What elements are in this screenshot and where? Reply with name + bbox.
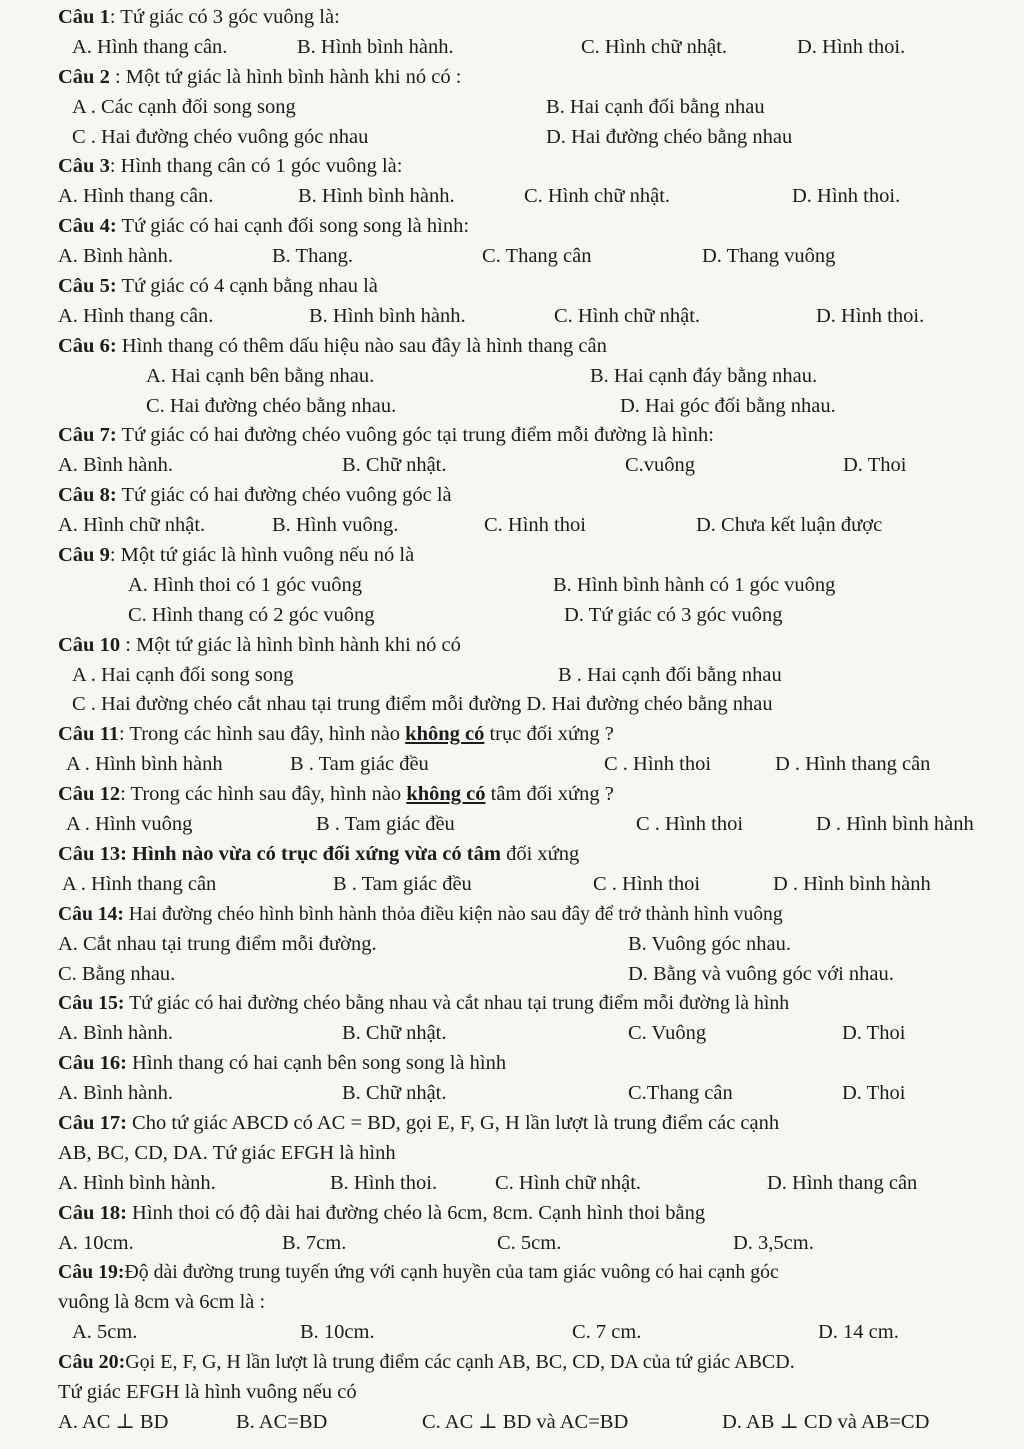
question-text: Trong các hình sau đây, hình nào	[130, 783, 407, 806]
question-label: Câu 17:	[58, 1111, 127, 1134]
question-label: Câu 13:	[58, 842, 127, 865]
option-b: B. AC=BD	[236, 1410, 328, 1433]
options-row	[58, 750, 1008, 780]
question-separator: :	[109, 6, 121, 28]
option-a: A. Hình chữ nhật.	[58, 514, 206, 537]
question-8	[58, 481, 1008, 511]
option-b: B. Chữ nhật.	[342, 1082, 447, 1105]
option-d: D. AB ⊥ CD và AB=CD	[722, 1410, 930, 1433]
option-b: B. Hình thoi.	[330, 1171, 438, 1194]
option-b: B. 10cm.	[300, 1321, 375, 1344]
option-a: A . Hình thang cân	[62, 872, 217, 895]
options-row	[58, 571, 1008, 601]
question-20-continued	[58, 1378, 1008, 1408]
option-c: C. Hình thoi	[484, 514, 586, 537]
question-label: Câu 4:	[58, 215, 117, 238]
option-b: B. Hình bình hành.	[298, 185, 455, 208]
option-d: D. Thoi	[843, 454, 907, 477]
option-d: D. Thoi	[842, 1022, 906, 1045]
option-b: B . Tam giác đều	[333, 872, 472, 895]
question-18	[58, 1199, 1008, 1229]
question-label: Câu 8:	[58, 484, 117, 507]
question-17	[58, 1109, 1008, 1139]
option-d: D. Chưa kết luận được	[696, 514, 883, 537]
option-c: C. Vuông	[628, 1022, 707, 1045]
option-c: C. 7 cm.	[572, 1321, 642, 1344]
question-separator: :	[118, 723, 130, 746]
options-row	[58, 601, 1008, 631]
question-label: Câu 15:	[58, 992, 125, 1015]
option-c: C. Hình thang có 2 góc vuông	[128, 603, 375, 626]
option-d: D. 3,5cm.	[733, 1231, 814, 1254]
option-a: A . Các cạnh đối song song	[72, 95, 296, 118]
question-label: Câu 5:	[58, 275, 117, 298]
option-a: A. Hình thang cân.	[58, 304, 214, 327]
question-text: Tứ giác có hai đường chéo bằng nhau và cắt nhau tại trung điểm mỗi đường là hình	[129, 992, 790, 1015]
question-label: Câu 10	[58, 633, 121, 656]
option-a: A . Hình bình hành	[66, 753, 223, 776]
option-d: D . Hình bình hành	[773, 872, 931, 895]
question-7	[58, 421, 1008, 451]
options-row	[58, 392, 1008, 422]
question-text: Hai đường chéo hình bình hành thỏa điều kiện nào sau đây để trở thành hình vuông	[128, 903, 783, 925]
question-text: đối xứng	[500, 842, 580, 865]
question-5	[58, 272, 1008, 302]
option-a: A. Bình hành.	[58, 454, 174, 477]
question-9	[58, 541, 1008, 571]
option-d: D. Thang vuông	[702, 245, 836, 268]
option-b: B. Chữ nhật.	[342, 454, 447, 477]
question-separator: :	[120, 633, 137, 656]
option-a: A. 5cm.	[72, 1321, 138, 1344]
options-row	[58, 123, 1008, 153]
question-text: Tứ giác có 4 cạnh bằng nhau là	[121, 275, 378, 298]
option-c: C. Thang cân	[482, 245, 592, 268]
option-c: C. Hình chữ nhật.	[581, 35, 728, 58]
option-c: C . Hình thoi	[636, 813, 744, 836]
question-label: Câu 3	[58, 155, 110, 178]
question-4	[58, 212, 1008, 242]
option-b: B. Hình vuông.	[272, 514, 399, 537]
question-label: Câu 20:	[58, 1351, 126, 1374]
option-b: B. Hình bình hành.	[309, 304, 466, 327]
option-b: B. Vuông góc nhau.	[628, 932, 791, 955]
question-text: Một tứ giác là hình bình hành khi nó có	[136, 633, 461, 656]
question-20	[58, 1348, 1008, 1378]
question-separator: :	[109, 544, 121, 567]
option-a: A. 10cm.	[58, 1231, 134, 1254]
question-12	[58, 780, 1008, 810]
options-row	[58, 1019, 1008, 1049]
options-row	[58, 690, 1008, 720]
option-c: C. Hai đường chéo bằng nhau.	[146, 394, 397, 417]
question-label: Câu 6:	[58, 334, 117, 357]
option-c: C. Hình chữ nhật.	[524, 185, 671, 208]
question-text: Tứ giác có hai cạnh đối song song là hình:	[121, 215, 470, 238]
options-row	[58, 960, 1008, 990]
option-a: A. Hình thang cân.	[58, 185, 214, 208]
option-c: C . Hai đường chéo vuông góc nhau	[72, 125, 369, 148]
question-label: Câu 12	[58, 783, 121, 806]
option-c: C. Bằng nhau.	[58, 962, 176, 985]
option-d: D. Hai đường chéo bằng nhau	[546, 125, 793, 148]
option-b: B . Tam giác đều	[316, 813, 455, 836]
options-row	[58, 511, 1008, 541]
option-b: B. 7cm.	[282, 1231, 347, 1254]
option-b: B. Hình bình hành.	[297, 35, 454, 58]
option-b: B. Hình bình hành có 1 góc vuông	[553, 573, 836, 596]
question-text: Tứ giác có hai đường chéo vuông góc là	[121, 484, 452, 507]
option-d: D . Hình thang cân	[775, 753, 931, 776]
option-d: D. Tứ giác có 3 góc vuông	[564, 603, 783, 626]
question-text: Tứ giác có 3 góc vuông là:	[120, 6, 340, 28]
option-c: C. 5cm.	[497, 1231, 562, 1254]
question-2	[58, 63, 1008, 93]
option-d: D. Hai góc đối bằng nhau.	[620, 394, 836, 417]
emphasis-text: không có	[406, 783, 486, 806]
option-b: B . Tam giác đều	[290, 753, 429, 776]
emphasis-text: vừa có trục đối xứng vừa có tâm	[218, 842, 501, 865]
question-text: Hình thang có thêm dấu hiệu nào sau đây là hình thang cân	[121, 334, 607, 357]
question-label: Câu 18:	[58, 1201, 127, 1224]
question-text: Độ dài đường trung tuyến ứng với cạnh huyền của tam giác vuông có hai cạnh góc	[124, 1261, 779, 1284]
question-19-continued	[58, 1288, 1008, 1318]
options-row	[58, 362, 1008, 392]
question-11	[58, 720, 1008, 750]
question-text: Một tứ giác là hình bình hành khi nó có :	[125, 65, 462, 88]
option-a: A. Hình thang cân.	[72, 35, 228, 58]
option-c: C.Thang cân	[628, 1082, 733, 1105]
option-d: D . Hình bình hành	[816, 813, 974, 836]
question-label: Câu 16:	[58, 1052, 127, 1075]
option-d: D. Hình thoi.	[816, 304, 925, 327]
question-label: Câu 14:	[58, 903, 124, 925]
question-text: Hình nào	[132, 842, 219, 865]
option-b: B. Chữ nhật.	[342, 1022, 447, 1045]
options-row	[58, 810, 1008, 840]
option-c: C . Hình thoi	[604, 753, 712, 776]
emphasis-text: không có	[405, 723, 485, 746]
question-16	[58, 1049, 1008, 1079]
options-row	[58, 93, 1008, 123]
question-text: Trong các hình sau đây, hình nào	[129, 723, 406, 746]
option-c: C. AC ⊥ BD và AC=BD	[422, 1410, 629, 1433]
options-row	[58, 182, 1008, 212]
question-separator: :	[120, 783, 131, 806]
options-row	[58, 33, 1008, 63]
options-row	[58, 1079, 1008, 1109]
question-label: Câu 9	[58, 544, 110, 567]
option-a: A. Bình hành.	[58, 1082, 174, 1105]
option-a: A. Bình hành.	[58, 1022, 174, 1045]
question-3	[58, 152, 1008, 182]
options-row	[58, 870, 1008, 900]
option-c: C.vuông	[625, 454, 696, 477]
options-row	[58, 242, 1008, 272]
question-1	[58, 3, 1008, 33]
question-separator: :	[109, 155, 121, 178]
question-text: vuông là 8cm và 6cm là :	[58, 1291, 266, 1314]
option-a: A. Bình hành.	[58, 245, 174, 268]
options-row	[58, 930, 1008, 960]
question-text: Một tứ giác là hình vuông nếu nó là	[120, 544, 415, 567]
question-label: Câu 19:	[58, 1261, 125, 1284]
options-row	[58, 302, 1008, 332]
option-b: B. Hai cạnh đáy bằng nhau.	[590, 364, 818, 387]
option-a: A . Hai cạnh đối song song	[72, 663, 294, 686]
question-text: Tứ giác có hai đường chéo vuông góc tại trung điểm mỗi đường là hình:	[121, 424, 714, 447]
question-text: Hình thang cân có 1 góc vuông là:	[120, 155, 403, 178]
option-d: D. Thoi	[842, 1082, 906, 1105]
question-separator: :	[109, 65, 126, 88]
options-row	[58, 1318, 1008, 1348]
option-a: A. Hình bình hành.	[58, 1171, 216, 1194]
option-b: B. Hai cạnh đối bằng nhau	[546, 95, 765, 118]
question-15	[58, 989, 1008, 1019]
option-b: B . Hai cạnh đối bằng nhau	[558, 663, 782, 686]
option-d: D. 14 cm.	[818, 1321, 899, 1344]
question-label: Câu 7:	[58, 424, 117, 447]
question-6	[58, 332, 1008, 362]
option-a: A. Cắt nhau tại trung điểm mỗi đường.	[58, 932, 377, 955]
option-a: A. Hai cạnh bên bằng nhau.	[146, 364, 375, 387]
option-a: A . Hình vuông	[66, 813, 193, 836]
option-d: D. Hình thoi.	[797, 35, 906, 58]
options-row	[58, 661, 1008, 691]
question-label: Câu 1	[58, 6, 110, 28]
option-c: C. Hình chữ nhật.	[495, 1171, 642, 1194]
option-c-d: C . Hai đường chéo cắt nhau tại trung điểm mỗi đường D. Hai đường chéo bằng nhau	[72, 693, 773, 716]
question-text: AB, BC, CD, DA. Tứ giác EFGH là hình	[58, 1141, 396, 1164]
option-d: D. Bằng và vuông góc với nhau.	[628, 962, 894, 985]
options-row	[58, 451, 1008, 481]
question-10	[58, 631, 1008, 661]
option-d: D. Hình thang cân	[767, 1171, 918, 1194]
question-text: Hình thoi có độ dài hai đường chéo là 6cm, 8cm. Cạnh hình thoi bằng	[132, 1201, 706, 1224]
option-a: A. AC ⊥ BD	[58, 1410, 169, 1433]
question-label: Câu 11	[58, 723, 119, 746]
question-text: Cho tứ giác ABCD có AC = BD, gọi E, F, G, H lần lượt là trung điểm các cạnh	[132, 1111, 780, 1134]
question-text: Tứ giác EFGH là hình vuông nếu có	[58, 1380, 357, 1403]
question-text: tâm đối xứng ?	[485, 783, 614, 806]
option-a: A. Hình thoi có 1 góc vuông	[128, 573, 363, 596]
question-19	[58, 1258, 1008, 1288]
question-14	[58, 900, 1008, 930]
question-label: Câu 2	[58, 65, 110, 88]
question-13	[58, 840, 1008, 870]
option-d: D. Hình thoi.	[792, 185, 901, 208]
question-text: trục đối xứng ?	[484, 723, 614, 746]
options-row	[58, 1408, 1008, 1438]
question-text: Gọi E, F, G, H lần lượt là trung điểm các cạnh AB, BC, CD, DA của tứ giác ABCD.	[125, 1351, 795, 1374]
options-row	[58, 1169, 1008, 1199]
option-c: C . Hình thoi	[593, 872, 701, 895]
question-text: Hình thang có hai cạnh bên song song là hình	[132, 1052, 507, 1075]
option-c: C. Hình chữ nhật.	[554, 304, 701, 327]
question-17-continued	[58, 1139, 1008, 1169]
option-b: B. Thang.	[272, 245, 354, 268]
options-row	[58, 1229, 1008, 1259]
